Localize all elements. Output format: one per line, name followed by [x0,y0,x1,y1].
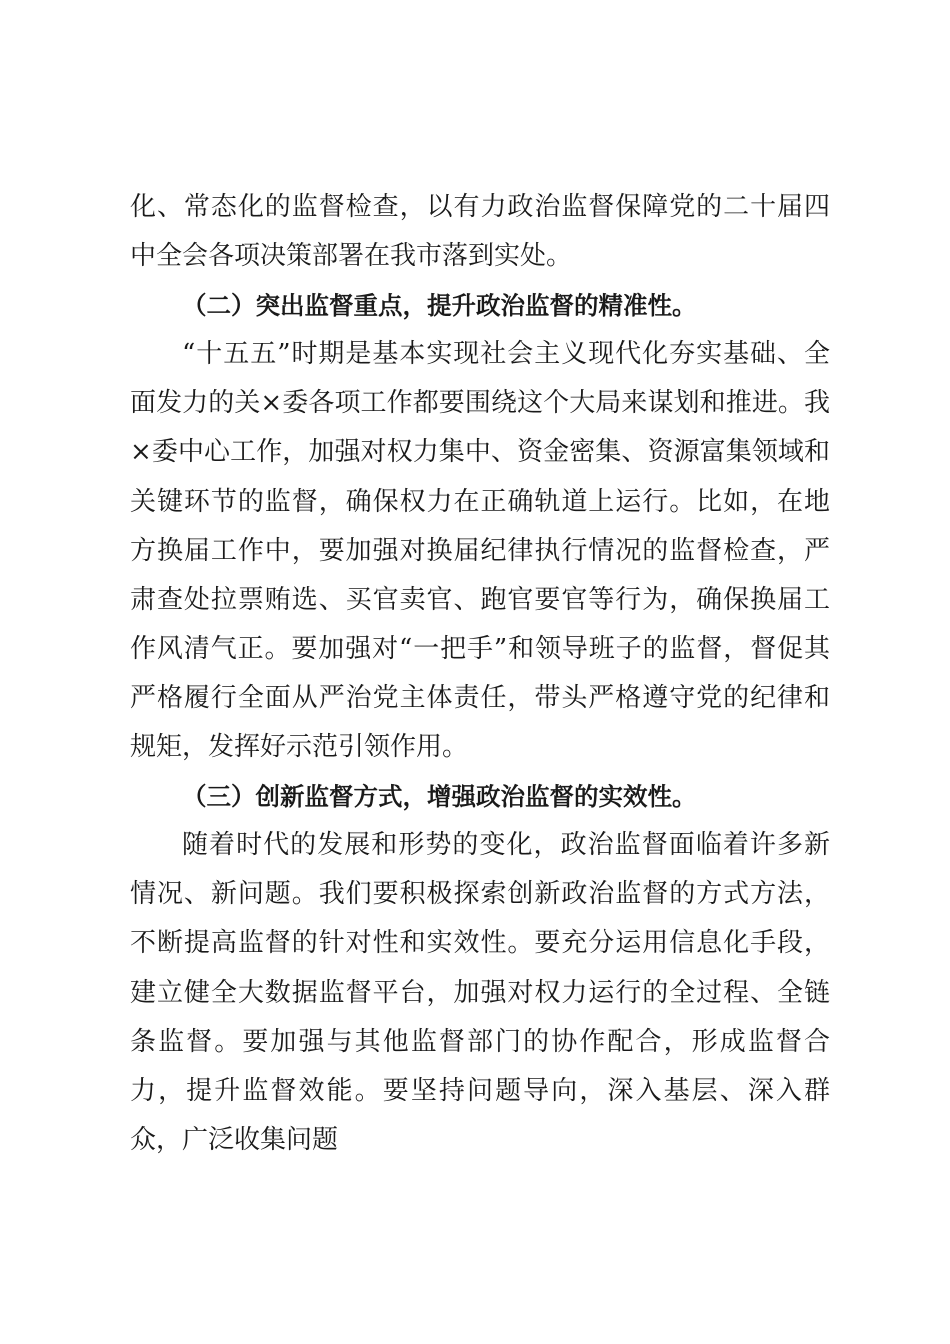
document-body [130,183,830,1165]
section-heading-3: （三）创新监督方式，增强政治监督的实效性。 [182,782,697,812]
paragraph-continuation: 化、常态化的监督检查，以有力政治监督保障党的二十届四中全会各项决策部署在我市落到实处。 [130,192,830,272]
paragraph-section-3: 随着时代的发展和形势的变化，政治监督面临着许多新情况、新问题。我们要积极探索创新政治监督的方式方法，不断提高监督的针对性和实效性。要充分运用信息化手段，建立健全大数据监督平台，加强对权力运行的全过程、全链条监督。要加强与其他监督部门的协作配合，形成监督合力，提升监督效能。要坚持问题导向，深入基层、深入群众，广泛收集问题 [130,830,830,1155]
section-heading-2: （二）突出监督重点，提升政治监督的精准性。 [182,291,697,321]
paragraph-section-2: “十五五”时期是基本实现社会主义现代化夯实基础、全面发力的关×委各项工作都要围绕这个大局来谋划和推进。我×委中心工作，加强对权力集中、资金密集、资源富集领域和关键环节的监督，确保权力在正确轨道上运行。比如，在地方换届工作中，要加强对换届纪律执行情况的监督检查，严肃查处拉票贿选、买官卖官、跑官要官等行为，确保换届工作风清气正。要加强对“一把手”和领导班子的监督，督促其严格履行全面从严治党主体责任，带头严格遵守党的纪律和规矩，发挥好示范引领作用。 [130,339,830,763]
